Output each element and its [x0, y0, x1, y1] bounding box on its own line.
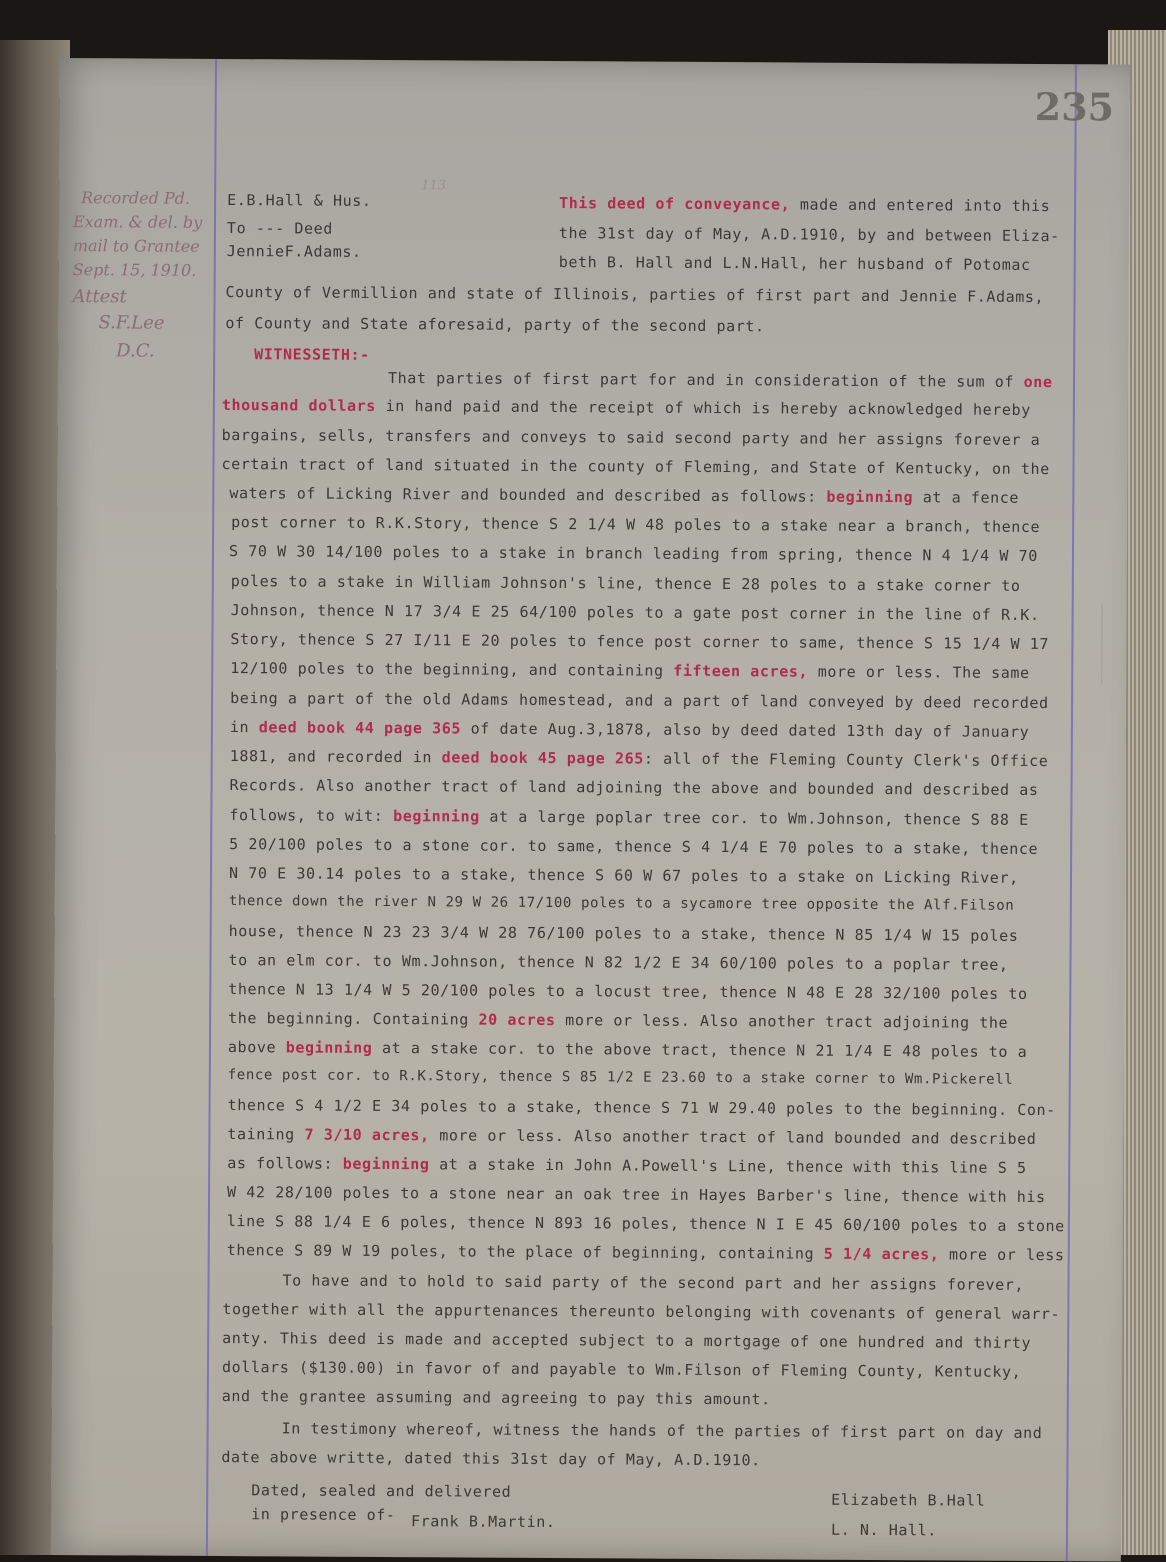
habendum-line: dollars ($130.00) in favor of and payable to Wm.Filson of Fleming County, Kentucky, — [221, 1358, 1022, 1381]
page-number: 235 — [1034, 83, 1115, 130]
opening-line: beth B. Hall and L.N.Hall, her husband of Potomac — [558, 253, 1031, 274]
body-line: above beginning at a stake cor. to the above tract, thence N 21 1/4 E 48 poles to a — [227, 1038, 1028, 1061]
margin-rule-right — [1066, 64, 1077, 1561]
note-line: S.F.Lee — [98, 312, 165, 334]
body-line: 1881, and recorded in deed book 45 page 265: all of the Fleming County Clerk's Office — [229, 747, 1049, 771]
opening-line: of County and State aforesaid, party of the second part. — [225, 314, 765, 336]
body-line: taining 7 3/10 acres, more or less. Also another tract of land bounded and described — [227, 1125, 1037, 1148]
body-line: waters of Licking River and bounded and described as follows: beginning at a fence — [229, 484, 1020, 507]
body-line: Records. Also another tract of land adjoining the above and bounded and described as — [229, 776, 1039, 799]
note-line: D.C. — [116, 340, 155, 362]
body-line: to an elm cor. to Wm.Johnson, thence N 82 1/2 E 34 60/100 poles to a poplar tree, — [228, 951, 1009, 974]
parties-line: JennieF.Adams. — [226, 242, 362, 261]
body-line: line S 88 1/4 E 6 poles, thence N 893 16 poles, thence N I E 45 60/100 poles to a stone — [226, 1212, 1065, 1236]
note-line: Recorded Pd. — [81, 188, 191, 208]
testimony-line: In testimony whereof, witness the hands of the parties of first part on day and — [281, 1419, 1043, 1443]
note-line: Sept. 15, 1910. — [72, 260, 197, 280]
habendum-line: and the grantee assuming and agreeing to pay this amount. — [221, 1387, 771, 1409]
parties-line: To --- Deed — [226, 219, 333, 238]
dated-sealed-line: Dated, sealed and delivered — [251, 1481, 512, 1501]
body-line: 12/100 poles to the beginning, and containing fifteen acres, more or less. The same — [230, 659, 1030, 682]
body-line: thence S 4 1/2 E 34 poles to a stake, thence S 71 W 29.40 poles to the beginning. Con- — [227, 1096, 1056, 1120]
note-line: Attest — [72, 286, 127, 308]
body-line: W 42 28/100 poles to a stone near an oak tree in Hayes Barber's line, thence with his — [227, 1183, 1046, 1207]
body-line: certain tract of land situated in the county of Fleming, and State of Kentucky, on the — [221, 454, 1050, 479]
signer-name: Elizabeth B.Hall — [831, 1490, 986, 1510]
habendum-line: together with all the appurtenances thereunto belonging with covenants of general warr- — [222, 1300, 1061, 1324]
body-line: 5 20/100 poles to a stone cor. to same, thence S 4 1/4 E 70 poles to a stake, thence — [229, 835, 1039, 858]
body-line: fence post cor. to R.K.Story, thence S 85 1/2 E 23.60 to a stake corner to Wm.Pickerell — [227, 1067, 1014, 1088]
margin-pencil-marks — [1101, 604, 1142, 684]
body-line: Story, thence S 27 I/11 E 20 poles to fence post corner to same, thence S 15 1/4 W 17 — [230, 630, 1050, 654]
deed-heading: This deed of conveyance, — [559, 194, 791, 214]
body-line: follows, to wit: beginning at a large poplar tree cor. to Wm.Johnson, thence S 88 E — [229, 806, 1029, 829]
pencil-mark: 113 — [421, 178, 447, 194]
note-line: mail to Grantee — [72, 236, 200, 256]
witness-name: Frank B.Martin. — [411, 1512, 556, 1532]
body-line: thence down the river N 29 W 26 17/100 poles to a sycamore tree opposite the Alf.Filson — [228, 893, 1015, 914]
habendum-line: To have and to hold to said party of the second part and her assigns forever, — [282, 1271, 1025, 1294]
opening-line: the 31st day of May, A.D.1910, by and between Eliza- — [558, 224, 1060, 246]
ledger-page — [51, 58, 1130, 1562]
body-line: house, thence N 23 23 3/4 W 28 76/100 poles to a stake, thence N 85 1/4 W 15 poles — [228, 922, 1019, 945]
body-line: thence S 89 W 19 poles, to the place of beginning, containing 5 1/4 acres, more or less — [226, 1241, 1065, 1265]
body-line: post corner to R.K.Story, thence S 2 1/4 W 48 poles to a stake near a branch, thence — [231, 513, 1041, 536]
body-line: as follows: beginning at a stake in John A.Powell's Line, thence with this line S 5 — [227, 1154, 1027, 1177]
body-line: in deed book 44 page 365 of date Aug.3,1878, also by deed dated 13th day of January — [229, 718, 1030, 741]
body-line: That parties of first part for and in consideration of the sum of one — [387, 369, 1053, 392]
body-line: thousand dollars in hand paid and the receipt of which is hereby acknowledged hereby — [221, 395, 1031, 419]
body-line: thence N 13 1/4 W 5 20/100 poles to a locust tree, thence N 48 E 28 32/100 poles to — [228, 980, 1028, 1003]
body-line: bargains, sells, transfers and conveys to said second party and her assigns forever a — [221, 425, 1041, 449]
body-line: being a part of the old Adams homestead, and a part of land conveyed by deed recorded — [230, 689, 1049, 713]
habendum-line: anty. This deed is made and accepted subject to a mortgage of one hundred and thirty — [222, 1329, 1032, 1352]
body-line: the beginning. Containing 20 acres more or less. Also another tract adjoining the — [228, 1009, 1009, 1032]
body-line: poles to a stake in William Johnson's line, thence E 28 poles to a stake corner to — [230, 572, 1021, 595]
witnesseth-heading: WITNESSETH:- — [254, 345, 370, 364]
body-line: S 70 W 30 14/100 poles to a stake in branch leading from spring, thence N 4 1/4 W 70 — [228, 542, 1039, 565]
signer-name: L. N. Hall. — [830, 1520, 938, 1540]
parties-line: E.B.Hall & Hus. — [227, 191, 372, 210]
opening-line: County of Vermillion and state of Illinois, parties of first part and Jennie F.Adams, — [225, 283, 1045, 307]
margin-rule-left — [206, 59, 217, 1556]
opening-line: This deed of conveyance, made and entered into this — [559, 194, 1051, 216]
testimony-line: date above writte, dated this 31st day of May, A.D.1910. — [221, 1448, 761, 1470]
dated-sealed-line: in presence of- — [251, 1505, 396, 1525]
body-line: Johnson, thence N 17 3/4 E 25 64/100 poles to a gate post corner in the line of R.K. — [230, 601, 1040, 624]
body-line: N 70 E 30.14 poles to a stake, thence S 60 W 67 poles to a stake on Licking River, — [228, 864, 1019, 887]
note-line: Exam. & del. by — [72, 212, 203, 232]
